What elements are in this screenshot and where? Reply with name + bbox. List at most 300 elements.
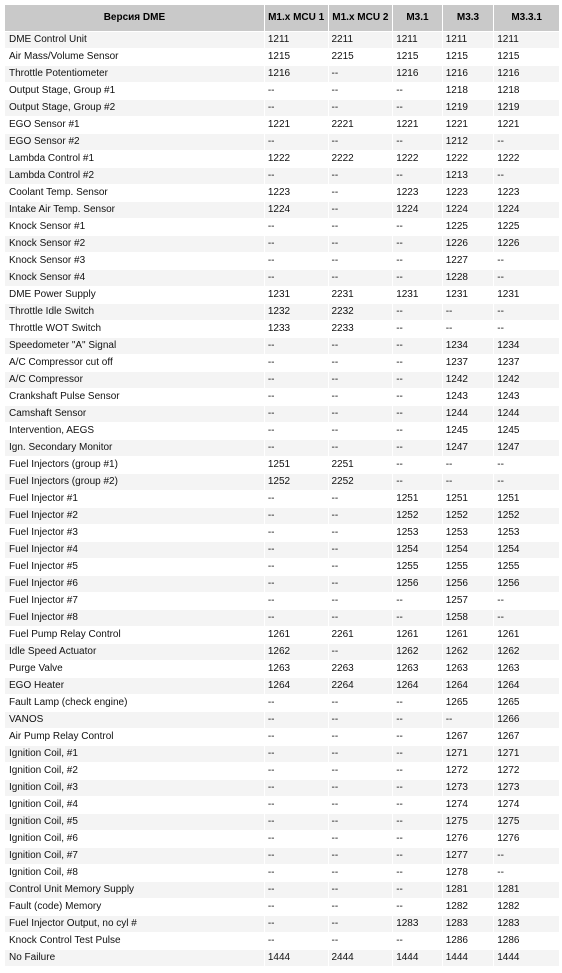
table-row bbox=[5, 270, 559, 286]
cell-m1x-mcu2: -- bbox=[329, 644, 393, 660]
cell-m331: 1265 bbox=[494, 695, 559, 711]
cell-m1x-mcu2: -- bbox=[329, 406, 393, 422]
cell-m1x-mcu2: 2211 bbox=[329, 32, 393, 48]
row-label: DME Power Supply bbox=[5, 287, 264, 303]
cell-m31: -- bbox=[393, 882, 442, 898]
header-m33: M3.3 bbox=[443, 5, 494, 31]
table-row bbox=[5, 661, 559, 677]
cell-m31: 1283 bbox=[393, 916, 442, 932]
cell-m1x-mcu1: -- bbox=[265, 831, 328, 847]
cell-m1x-mcu1: 1261 bbox=[265, 627, 328, 643]
cell-m1x-mcu1: -- bbox=[265, 610, 328, 626]
row-label: Knock Sensor #1 bbox=[5, 219, 264, 235]
cell-m331: 1272 bbox=[494, 763, 559, 779]
table-row bbox=[5, 168, 559, 184]
cell-m1x-mcu2: -- bbox=[329, 202, 393, 218]
cell-m331: -- bbox=[494, 304, 559, 320]
cell-m1x-mcu2: 2231 bbox=[329, 287, 393, 303]
cell-m31: -- bbox=[393, 610, 442, 626]
cell-m331: 1237 bbox=[494, 355, 559, 371]
cell-m31: -- bbox=[393, 746, 442, 762]
table-row bbox=[5, 712, 559, 728]
cell-m1x-mcu1: -- bbox=[265, 338, 328, 354]
cell-m331: 1267 bbox=[494, 729, 559, 745]
cell-m331: -- bbox=[494, 610, 559, 626]
table-row bbox=[5, 763, 559, 779]
cell-m1x-mcu2: -- bbox=[329, 576, 393, 592]
table-row bbox=[5, 695, 559, 711]
cell-m331: 1262 bbox=[494, 644, 559, 660]
cell-m331: 1281 bbox=[494, 882, 559, 898]
cell-m331: 1224 bbox=[494, 202, 559, 218]
row-label: Purge Valve bbox=[5, 661, 264, 677]
cell-m1x-mcu1: 1216 bbox=[265, 66, 328, 82]
table-row bbox=[5, 338, 559, 354]
cell-m33: -- bbox=[443, 304, 494, 320]
cell-m1x-mcu1: 1264 bbox=[265, 678, 328, 694]
table-row bbox=[5, 355, 559, 371]
cell-m31: -- bbox=[393, 338, 442, 354]
cell-m31: -- bbox=[393, 474, 442, 490]
table-row bbox=[5, 899, 559, 915]
cell-m33: 1265 bbox=[443, 695, 494, 711]
cell-m1x-mcu1: 1251 bbox=[265, 457, 328, 473]
cell-m331: 1271 bbox=[494, 746, 559, 762]
cell-m33: 1211 bbox=[443, 32, 494, 48]
cell-m31: -- bbox=[393, 134, 442, 150]
table-row bbox=[5, 440, 559, 456]
cell-m33: 1273 bbox=[443, 780, 494, 796]
cell-m31: 1256 bbox=[393, 576, 442, 592]
cell-m33: 1221 bbox=[443, 117, 494, 133]
cell-m1x-mcu1: -- bbox=[265, 542, 328, 558]
cell-m31: -- bbox=[393, 440, 442, 456]
row-label: Fuel Injector #4 bbox=[5, 542, 264, 558]
cell-m31: 1255 bbox=[393, 559, 442, 575]
table-row bbox=[5, 729, 559, 745]
cell-m331: 1215 bbox=[494, 49, 559, 65]
cell-m31: -- bbox=[393, 389, 442, 405]
cell-m31: -- bbox=[393, 270, 442, 286]
row-label: Fuel Injector #8 bbox=[5, 610, 264, 626]
table-row bbox=[5, 916, 559, 932]
cell-m331: 1211 bbox=[494, 32, 559, 48]
row-label: Fuel Injector #7 bbox=[5, 593, 264, 609]
table-row bbox=[5, 49, 559, 65]
cell-m1x-mcu1: -- bbox=[265, 100, 328, 116]
cell-m1x-mcu2: -- bbox=[329, 797, 393, 813]
row-label: Knock Control Test Pulse bbox=[5, 933, 264, 949]
cell-m331: 1263 bbox=[494, 661, 559, 677]
cell-m31: 1223 bbox=[393, 185, 442, 201]
table-row bbox=[5, 559, 559, 575]
cell-m31: -- bbox=[393, 797, 442, 813]
cell-m1x-mcu2: 2261 bbox=[329, 627, 393, 643]
cell-m1x-mcu1: -- bbox=[265, 712, 328, 728]
cell-m1x-mcu2: -- bbox=[329, 168, 393, 184]
row-label: Lambda Control #1 bbox=[5, 151, 264, 167]
cell-m1x-mcu2: -- bbox=[329, 355, 393, 371]
table-row bbox=[5, 83, 559, 99]
row-label: Fault (code) Memory bbox=[5, 899, 264, 915]
cell-m33: 1252 bbox=[443, 508, 494, 524]
cell-m1x-mcu1: -- bbox=[265, 576, 328, 592]
cell-m1x-mcu1: -- bbox=[265, 899, 328, 915]
cell-m1x-mcu1: 1263 bbox=[265, 661, 328, 677]
cell-m1x-mcu2: -- bbox=[329, 610, 393, 626]
cell-m1x-mcu1: -- bbox=[265, 508, 328, 524]
cell-m1x-mcu1: 1262 bbox=[265, 644, 328, 660]
cell-m1x-mcu2: 2252 bbox=[329, 474, 393, 490]
cell-m33: 1277 bbox=[443, 848, 494, 864]
cell-m31: -- bbox=[393, 763, 442, 779]
cell-m33: 1222 bbox=[443, 151, 494, 167]
table-row bbox=[5, 151, 559, 167]
cell-m31: -- bbox=[393, 406, 442, 422]
cell-m31: -- bbox=[393, 168, 442, 184]
row-label: Knock Sensor #4 bbox=[5, 270, 264, 286]
cell-m331: 1247 bbox=[494, 440, 559, 456]
cell-m331: 1244 bbox=[494, 406, 559, 422]
cell-m1x-mcu1: 1211 bbox=[265, 32, 328, 48]
cell-m331: 1219 bbox=[494, 100, 559, 116]
cell-m331: 1251 bbox=[494, 491, 559, 507]
cell-m1x-mcu1: -- bbox=[265, 593, 328, 609]
cell-m1x-mcu2: -- bbox=[329, 916, 393, 932]
table-row bbox=[5, 236, 559, 252]
cell-m1x-mcu2: -- bbox=[329, 389, 393, 405]
cell-m1x-mcu1: -- bbox=[265, 491, 328, 507]
cell-m331: 1276 bbox=[494, 831, 559, 847]
cell-m1x-mcu1: -- bbox=[265, 933, 328, 949]
cell-m31: 1254 bbox=[393, 542, 442, 558]
cell-m31: -- bbox=[393, 100, 442, 116]
cell-m1x-mcu1: -- bbox=[265, 525, 328, 541]
cell-m1x-mcu2: -- bbox=[329, 933, 393, 949]
table-row bbox=[5, 678, 559, 694]
row-label: Crankshaft Pulse Sensor bbox=[5, 389, 264, 405]
cell-m33: 1225 bbox=[443, 219, 494, 235]
cell-m331: 1275 bbox=[494, 814, 559, 830]
table-row bbox=[5, 491, 559, 507]
cell-m1x-mcu2: 2215 bbox=[329, 49, 393, 65]
cell-m1x-mcu1: -- bbox=[265, 236, 328, 252]
cell-m1x-mcu1: 1233 bbox=[265, 321, 328, 337]
cell-m33: 1444 bbox=[443, 950, 494, 966]
cell-m1x-mcu1: 1232 bbox=[265, 304, 328, 320]
cell-m33: 1254 bbox=[443, 542, 494, 558]
cell-m1x-mcu2: -- bbox=[329, 83, 393, 99]
cell-m1x-mcu2: 2222 bbox=[329, 151, 393, 167]
cell-m33: 1281 bbox=[443, 882, 494, 898]
table-row bbox=[5, 542, 559, 558]
cell-m1x-mcu2: -- bbox=[329, 423, 393, 439]
cell-m31: 1211 bbox=[393, 32, 442, 48]
cell-m1x-mcu1: -- bbox=[265, 168, 328, 184]
cell-m33: -- bbox=[443, 321, 494, 337]
cell-m1x-mcu1: -- bbox=[265, 389, 328, 405]
row-label: Throttle Idle Switch bbox=[5, 304, 264, 320]
table-row bbox=[5, 66, 559, 82]
cell-m1x-mcu1: 1444 bbox=[265, 950, 328, 966]
cell-m33: 1223 bbox=[443, 185, 494, 201]
cell-m33: 1245 bbox=[443, 423, 494, 439]
cell-m1x-mcu2: -- bbox=[329, 712, 393, 728]
table-row bbox=[5, 389, 559, 405]
table-row bbox=[5, 423, 559, 439]
cell-m331: 1273 bbox=[494, 780, 559, 796]
row-label: Intervention, AEGS bbox=[5, 423, 264, 439]
table-body bbox=[5, 32, 559, 966]
cell-m33: 1274 bbox=[443, 797, 494, 813]
cell-m33: 1276 bbox=[443, 831, 494, 847]
cell-m1x-mcu2: -- bbox=[329, 440, 393, 456]
cell-m31: -- bbox=[393, 423, 442, 439]
cell-m331: 1256 bbox=[494, 576, 559, 592]
cell-m31: -- bbox=[393, 593, 442, 609]
table-row bbox=[5, 525, 559, 541]
cell-m1x-mcu1: -- bbox=[265, 814, 328, 830]
cell-m31: -- bbox=[393, 780, 442, 796]
cell-m1x-mcu2: -- bbox=[329, 338, 393, 354]
cell-m33: 1244 bbox=[443, 406, 494, 422]
cell-m33: -- bbox=[443, 712, 494, 728]
header-m1x-mcu1: M1.x MCU 1 bbox=[265, 5, 328, 31]
row-label: Ignition Coil, #4 bbox=[5, 797, 264, 813]
table-row bbox=[5, 610, 559, 626]
cell-m31: 1444 bbox=[393, 950, 442, 966]
cell-m1x-mcu2: -- bbox=[329, 100, 393, 116]
cell-m1x-mcu2: -- bbox=[329, 848, 393, 864]
cell-m31: 1264 bbox=[393, 678, 442, 694]
cell-m1x-mcu1: -- bbox=[265, 848, 328, 864]
row-label: Control Unit Memory Supply bbox=[5, 882, 264, 898]
cell-m33: 1271 bbox=[443, 746, 494, 762]
cell-m331: 1231 bbox=[494, 287, 559, 303]
cell-m1x-mcu2: -- bbox=[329, 508, 393, 524]
cell-m1x-mcu2: 2264 bbox=[329, 678, 393, 694]
table-row bbox=[5, 848, 559, 864]
row-label: Output Stage, Group #1 bbox=[5, 83, 264, 99]
cell-m31: 1224 bbox=[393, 202, 442, 218]
cell-m33: 1264 bbox=[443, 678, 494, 694]
cell-m331: 1234 bbox=[494, 338, 559, 354]
cell-m1x-mcu1: 1224 bbox=[265, 202, 328, 218]
row-label: Air Pump Relay Control bbox=[5, 729, 264, 745]
table-row bbox=[5, 474, 559, 490]
cell-m331: -- bbox=[494, 168, 559, 184]
cell-m1x-mcu2: -- bbox=[329, 814, 393, 830]
cell-m1x-mcu2: -- bbox=[329, 253, 393, 269]
cell-m31: 1222 bbox=[393, 151, 442, 167]
row-label: Ignition Coil, #6 bbox=[5, 831, 264, 847]
cell-m33: 1228 bbox=[443, 270, 494, 286]
row-label: VANOS bbox=[5, 712, 264, 728]
header-m1x-mcu2: M1.x MCU 2 bbox=[329, 5, 393, 31]
table-row bbox=[5, 406, 559, 422]
cell-m1x-mcu1: -- bbox=[265, 440, 328, 456]
row-label: Output Stage, Group #2 bbox=[5, 100, 264, 116]
cell-m331: -- bbox=[494, 848, 559, 864]
cell-m1x-mcu2: -- bbox=[329, 185, 393, 201]
cell-m31: 1252 bbox=[393, 508, 442, 524]
cell-m1x-mcu1: 1252 bbox=[265, 474, 328, 490]
cell-m331: -- bbox=[494, 270, 559, 286]
cell-m31: -- bbox=[393, 304, 442, 320]
cell-m331: 1264 bbox=[494, 678, 559, 694]
cell-m33: 1215 bbox=[443, 49, 494, 65]
cell-m33: 1224 bbox=[443, 202, 494, 218]
row-label: DME Control Unit bbox=[5, 32, 264, 48]
row-label: Ignition Coil, #1 bbox=[5, 746, 264, 762]
cell-m331: -- bbox=[494, 474, 559, 490]
cell-m31: -- bbox=[393, 831, 442, 847]
row-label: Ignition Coil, #3 bbox=[5, 780, 264, 796]
cell-m1x-mcu1: -- bbox=[265, 695, 328, 711]
cell-m331: 1243 bbox=[494, 389, 559, 405]
table-row bbox=[5, 219, 559, 235]
dme-codes-table bbox=[4, 4, 560, 967]
row-label: Coolant Temp. Sensor bbox=[5, 185, 264, 201]
cell-m31: -- bbox=[393, 253, 442, 269]
cell-m31: 1215 bbox=[393, 49, 442, 65]
cell-m1x-mcu2: -- bbox=[329, 134, 393, 150]
cell-m1x-mcu1: -- bbox=[265, 134, 328, 150]
cell-m33: 1237 bbox=[443, 355, 494, 371]
table-row bbox=[5, 32, 559, 48]
table-row bbox=[5, 933, 559, 949]
cell-m331: 1266 bbox=[494, 712, 559, 728]
row-label: Throttle WOT Switch bbox=[5, 321, 264, 337]
cell-m31: 1251 bbox=[393, 491, 442, 507]
cell-m1x-mcu1: -- bbox=[265, 559, 328, 575]
table-row bbox=[5, 372, 559, 388]
cell-m1x-mcu2: 2444 bbox=[329, 950, 393, 966]
header-row bbox=[5, 5, 559, 31]
table-row bbox=[5, 644, 559, 660]
table-row bbox=[5, 882, 559, 898]
cell-m1x-mcu1: -- bbox=[265, 865, 328, 881]
cell-m1x-mcu2: 2233 bbox=[329, 321, 393, 337]
table-row bbox=[5, 202, 559, 218]
row-label: EGO Heater bbox=[5, 678, 264, 694]
row-label: Fuel Injector #2 bbox=[5, 508, 264, 524]
table-row bbox=[5, 134, 559, 150]
row-label: Fuel Injector #5 bbox=[5, 559, 264, 575]
cell-m331: 1255 bbox=[494, 559, 559, 575]
table-row bbox=[5, 508, 559, 524]
cell-m1x-mcu1: -- bbox=[265, 355, 328, 371]
row-label: EGO Sensor #1 bbox=[5, 117, 264, 133]
cell-m33: 1272 bbox=[443, 763, 494, 779]
row-label: Ignition Coil, #8 bbox=[5, 865, 264, 881]
cell-m1x-mcu2: -- bbox=[329, 780, 393, 796]
cell-m31: -- bbox=[393, 848, 442, 864]
cell-m1x-mcu2: -- bbox=[329, 831, 393, 847]
cell-m1x-mcu2: -- bbox=[329, 865, 393, 881]
cell-m331: -- bbox=[494, 457, 559, 473]
table-row bbox=[5, 457, 559, 473]
row-label: Lambda Control #2 bbox=[5, 168, 264, 184]
cell-m1x-mcu2: 2221 bbox=[329, 117, 393, 133]
row-label: Fuel Injector #6 bbox=[5, 576, 264, 592]
cell-m331: 1242 bbox=[494, 372, 559, 388]
cell-m331: -- bbox=[494, 865, 559, 881]
row-label: Fuel Injector #3 bbox=[5, 525, 264, 541]
row-label: A/C Compressor bbox=[5, 372, 264, 388]
cell-m31: -- bbox=[393, 236, 442, 252]
row-label: Air Mass/Volume Sensor bbox=[5, 49, 264, 65]
cell-m31: 1261 bbox=[393, 627, 442, 643]
cell-m1x-mcu2: -- bbox=[329, 899, 393, 915]
header-m31: M3.1 bbox=[393, 5, 442, 31]
cell-m33: 1253 bbox=[443, 525, 494, 541]
header-m331: M3.3.1 bbox=[494, 5, 559, 31]
cell-m331: 1444 bbox=[494, 950, 559, 966]
cell-m31: 1263 bbox=[393, 661, 442, 677]
cell-m1x-mcu1: -- bbox=[265, 729, 328, 745]
cell-m331: 1261 bbox=[494, 627, 559, 643]
cell-m1x-mcu1: -- bbox=[265, 219, 328, 235]
cell-m1x-mcu1: -- bbox=[265, 763, 328, 779]
cell-m31: 1262 bbox=[393, 644, 442, 660]
cell-m1x-mcu2: -- bbox=[329, 559, 393, 575]
table-row bbox=[5, 321, 559, 337]
cell-m31: -- bbox=[393, 83, 442, 99]
row-label: Ignition Coil, #2 bbox=[5, 763, 264, 779]
table-row bbox=[5, 287, 559, 303]
cell-m33: 1234 bbox=[443, 338, 494, 354]
cell-m331: 1252 bbox=[494, 508, 559, 524]
cell-m33: 1231 bbox=[443, 287, 494, 303]
row-label: Speedometer "A" Signal bbox=[5, 338, 264, 354]
table-row bbox=[5, 117, 559, 133]
cell-m33: 1218 bbox=[443, 83, 494, 99]
cell-m31: 1253 bbox=[393, 525, 442, 541]
row-label: Knock Sensor #3 bbox=[5, 253, 264, 269]
cell-m31: -- bbox=[393, 814, 442, 830]
cell-m33: 1247 bbox=[443, 440, 494, 456]
cell-m331: 1218 bbox=[494, 83, 559, 99]
cell-m331: 1254 bbox=[494, 542, 559, 558]
row-label: Camshaft Sensor bbox=[5, 406, 264, 422]
cell-m1x-mcu1: -- bbox=[265, 797, 328, 813]
cell-m331: 1226 bbox=[494, 236, 559, 252]
cell-m33: 1243 bbox=[443, 389, 494, 405]
table-row bbox=[5, 593, 559, 609]
cell-m31: -- bbox=[393, 219, 442, 235]
cell-m1x-mcu1: -- bbox=[265, 270, 328, 286]
cell-m1x-mcu2: -- bbox=[329, 372, 393, 388]
cell-m31: -- bbox=[393, 933, 442, 949]
cell-m1x-mcu1: -- bbox=[265, 83, 328, 99]
cell-m1x-mcu1: -- bbox=[265, 882, 328, 898]
table-row bbox=[5, 304, 559, 320]
cell-m1x-mcu2: -- bbox=[329, 882, 393, 898]
cell-m331: 1282 bbox=[494, 899, 559, 915]
cell-m1x-mcu2: -- bbox=[329, 746, 393, 762]
cell-m1x-mcu2: -- bbox=[329, 695, 393, 711]
table-row bbox=[5, 185, 559, 201]
cell-m33: 1267 bbox=[443, 729, 494, 745]
table-row bbox=[5, 100, 559, 116]
cell-m31: -- bbox=[393, 695, 442, 711]
cell-m1x-mcu2: -- bbox=[329, 593, 393, 609]
cell-m1x-mcu1: -- bbox=[265, 253, 328, 269]
row-label: Idle Speed Actuator bbox=[5, 644, 264, 660]
cell-m331: 1216 bbox=[494, 66, 559, 82]
cell-m331: -- bbox=[494, 134, 559, 150]
